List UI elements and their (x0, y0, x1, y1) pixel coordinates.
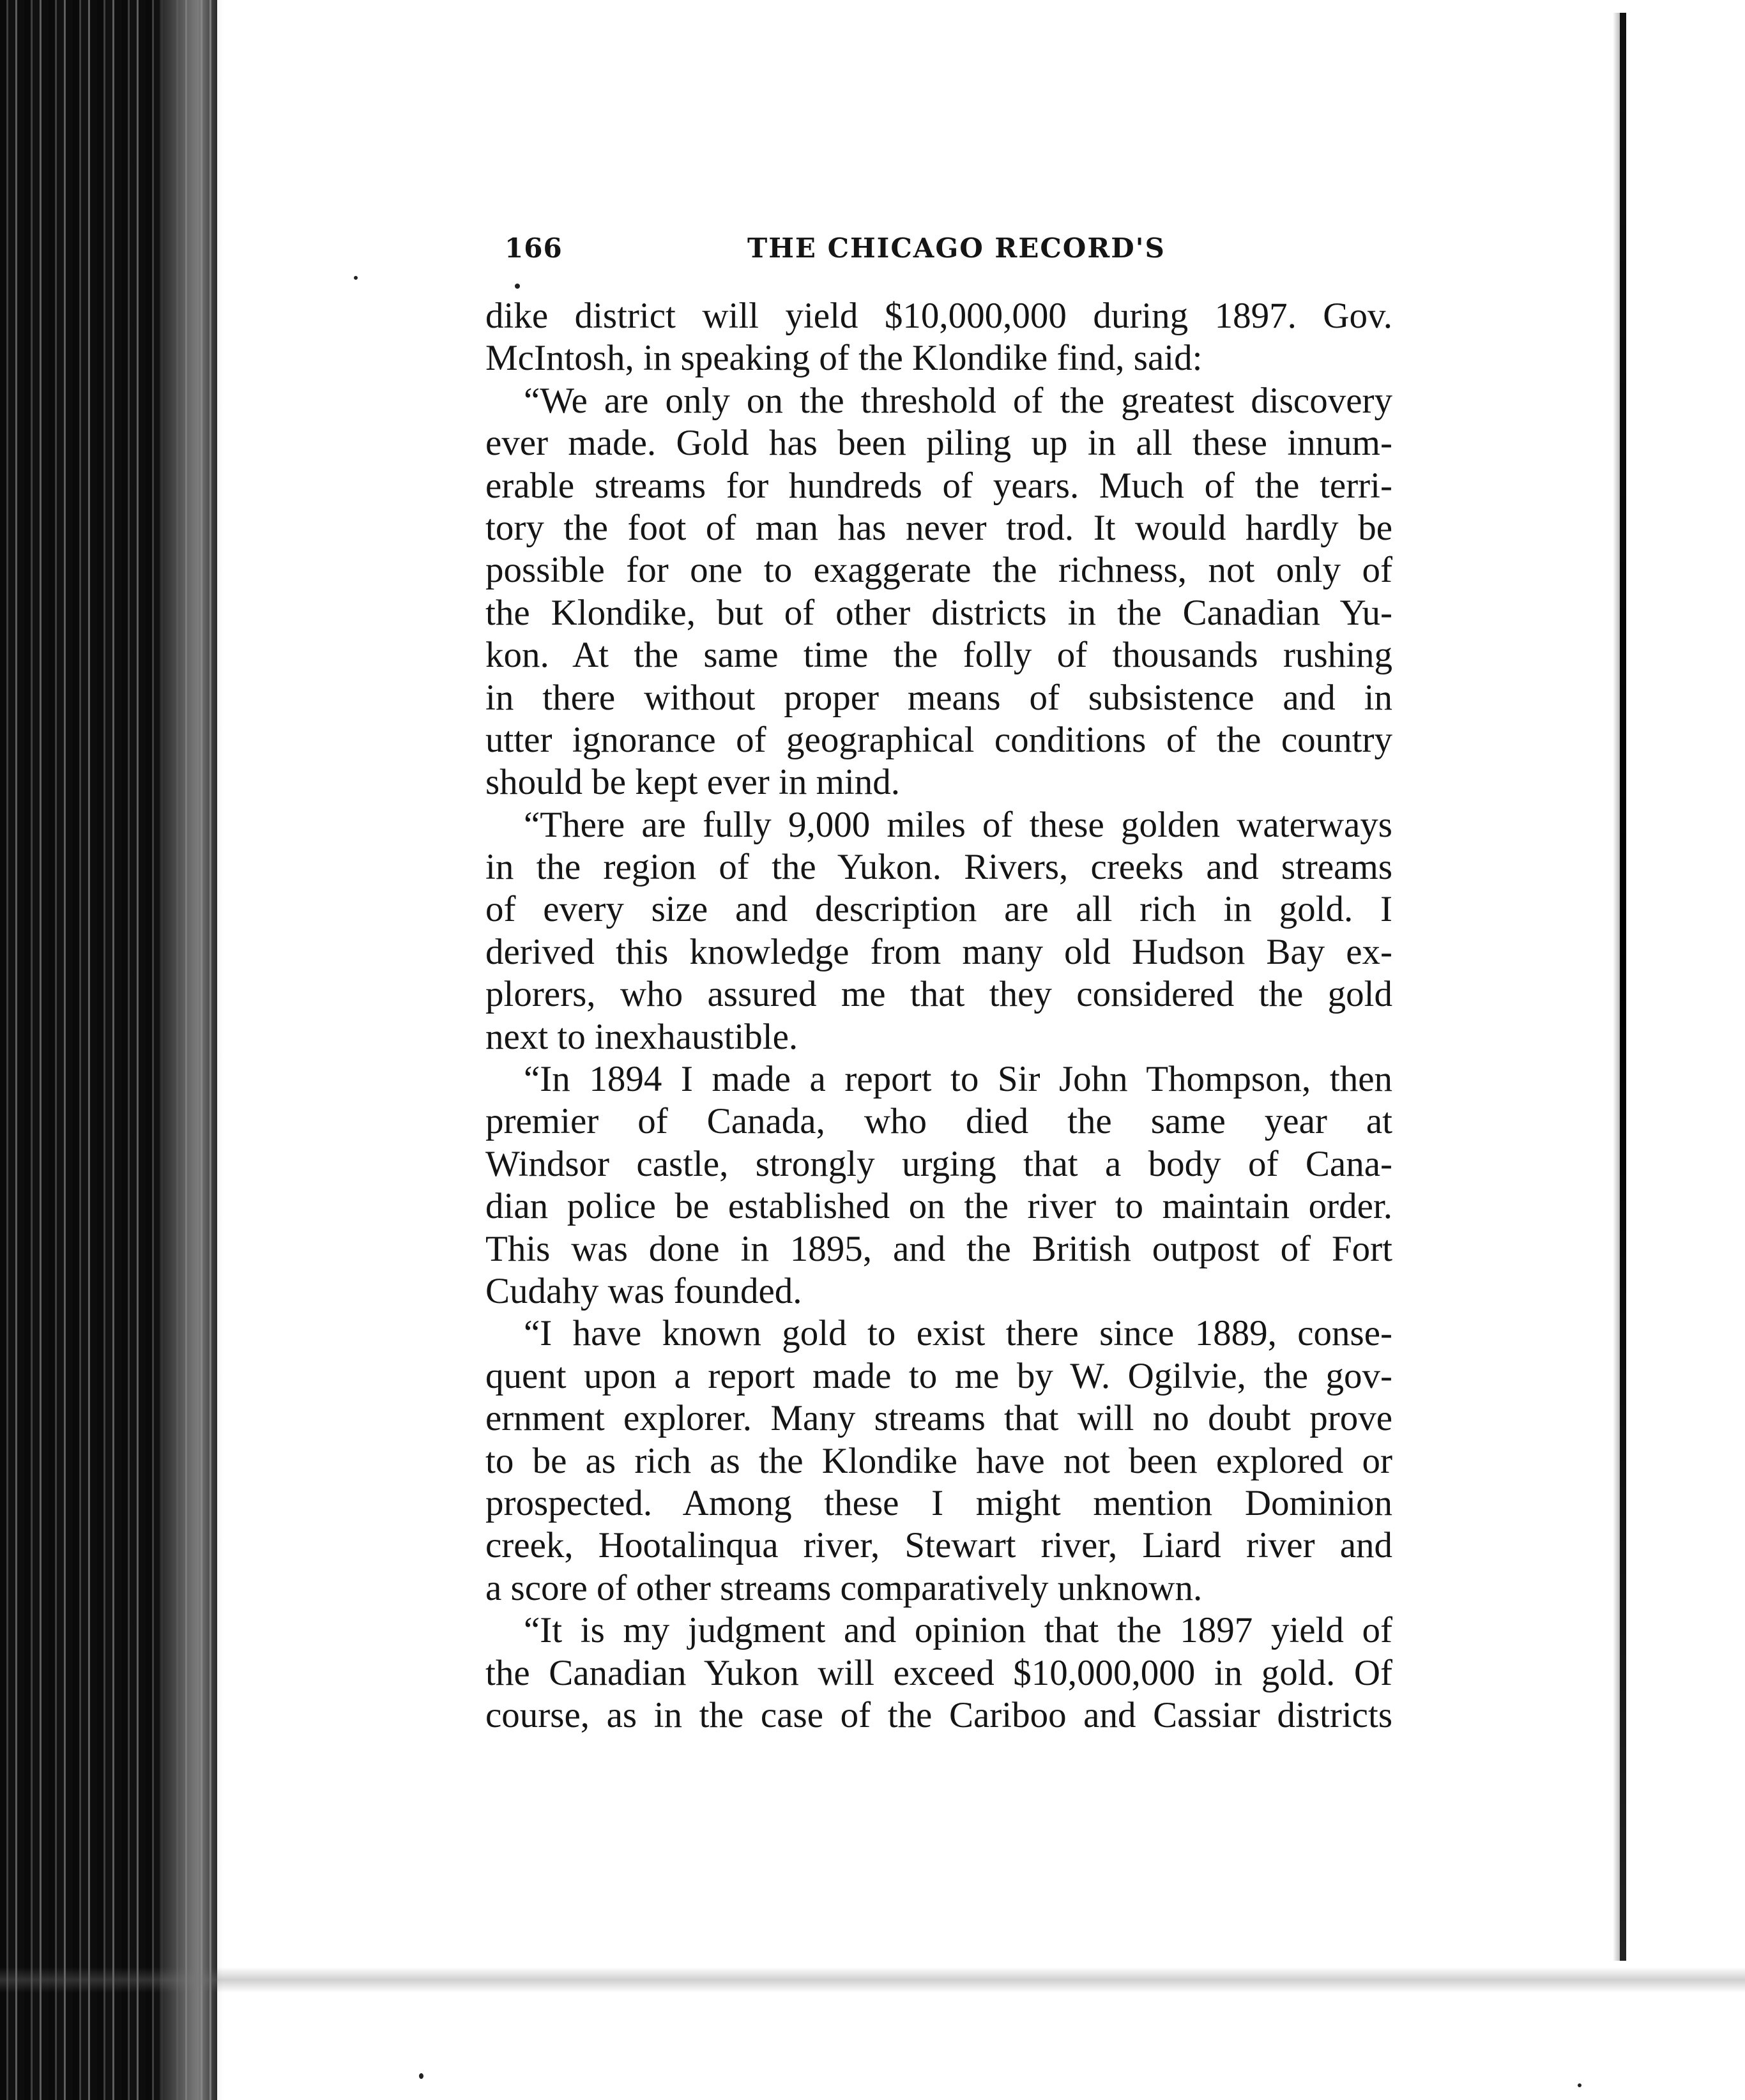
text-line: “There are fully 9,000 miles of these golden waterways (524, 804, 1392, 845)
text-line: dian police be established on the river to maintain order. (485, 1186, 1392, 1227)
text-line: erable streams for hundreds of years. Much of the terri- (485, 465, 1392, 506)
text-line: “We are only on the threshold of the greatest discovery (524, 380, 1392, 421)
text-line: next to inexhaustible. (485, 1016, 798, 1057)
text-line: to be as rich as the Klondike have not been explored or (485, 1440, 1392, 1481)
running-head (505, 232, 1386, 277)
text-line: quent upon a report made to me by W. Ogilvie, the gov- (485, 1355, 1392, 1396)
text-line: the Klondike, but of other districts in the Canadian Yu- (485, 592, 1392, 633)
text-line: course, as in the case of the Cariboo and Cassiar districts (485, 1694, 1392, 1735)
running-title: THE CHICAGO RECORD'S (747, 232, 1166, 264)
text-line: McIntosh, in speaking of the Klondike find, said: (485, 338, 1203, 379)
text-line: derived this knowledge from many old Hudson Bay ex- (485, 931, 1392, 972)
body-text (485, 295, 1392, 1737)
text-line: premier of Canada, who died the same year at (485, 1101, 1392, 1142)
text-line: kon. At the same time the folly of thousands rushing (485, 635, 1392, 676)
text-line: utter ignorance of geographical conditions of the country (485, 719, 1392, 760)
bottom-edge-shadow (0, 1967, 1745, 1993)
text-line: “It is my judgment and opinion that the 1897 yield of (524, 1610, 1392, 1651)
text-line: creek, Hootalinqua river, Stewart river, Liard river and (485, 1525, 1392, 1566)
text-line: a score of other streams comparatively unknown. (485, 1567, 1203, 1608)
text-line: the Canadian Yukon will exceed $10,000,000 in gold. Of (485, 1652, 1392, 1693)
text-line: Windsor castle, strongly urging that a body of Cana- (485, 1143, 1392, 1184)
scan-speck (515, 284, 520, 289)
scan-speck (354, 276, 358, 280)
text-line: “In 1894 I made a report to Sir John Thompson, then (524, 1059, 1392, 1100)
binding-shadow (160, 0, 224, 2100)
page-number: 166 (505, 232, 563, 264)
text-line: in the region of the Yukon. Rivers, creeks and streams (485, 847, 1392, 888)
text-line: tory the foot of man has never trod. It would hardly be (485, 507, 1392, 548)
text-line: possible for one to exaggerate the richness, not only of (485, 550, 1392, 591)
text-line: ernment explorer. Many streams that will no doubt prove (485, 1398, 1392, 1439)
scan-speck (419, 2073, 423, 2079)
text-line: Cudahy was founded. (485, 1270, 802, 1311)
text-line: ever made. Gold has been piling up in all these innum- (485, 423, 1392, 464)
text-line: dike district will yield $10,000,000 during 1897. Gov. (485, 296, 1392, 336)
text-line: plorers, who assured me that they considered the gold (485, 974, 1392, 1015)
text-line: in there without proper means of subsistence and in (485, 677, 1392, 718)
text-line: prospected. Among these I might mention Dominion (485, 1482, 1392, 1523)
text-line: should be kept ever in mind. (485, 762, 901, 803)
text-line: “I have known gold to exist there since 1889, conse- (524, 1313, 1392, 1354)
text-line: This was done in 1895, and the British outpost of Fort (485, 1228, 1392, 1269)
facing-page-edge (1620, 13, 1626, 1961)
scan-speck (1578, 2083, 1581, 2087)
text-line: of every size and description are all rich in gold. I (485, 889, 1392, 930)
